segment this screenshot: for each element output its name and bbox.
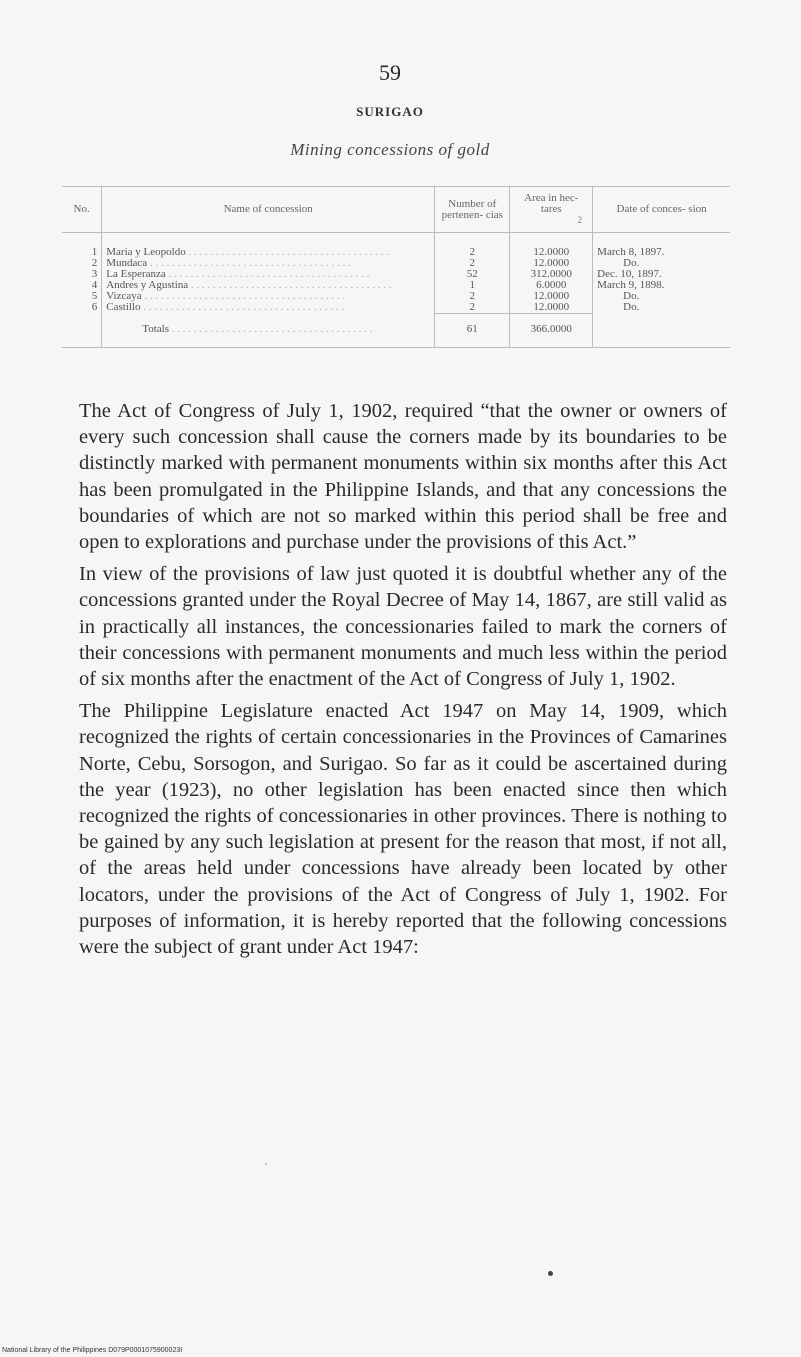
header-name: Name of concession xyxy=(102,187,435,233)
row-date: March 9, 1898. xyxy=(597,279,665,291)
row-no: 6 xyxy=(62,302,102,314)
row-name: Vizcaya . . . xyxy=(102,291,435,302)
row-no: 4 xyxy=(62,280,102,291)
table-row xyxy=(62,302,730,314)
totals-pertenencias: 61 xyxy=(435,314,510,348)
header-date: Date of conces- sion xyxy=(593,187,730,233)
row-pertenencias: 2 xyxy=(435,258,510,269)
header-area-unit: 2 xyxy=(577,215,583,225)
row-name: La Esperanza . . . xyxy=(102,269,435,280)
table-caption: Mining concessions of gold xyxy=(290,140,490,159)
paragraph-act-1947: The Philippine Legislature enacted Act 1947 on May 14, 1909, which recognized the rights of certain concessionaries in the Provinces of Camarines Norte, Cebu, Sorsogon, and Surigao. So far as it could be ascertained during the year (1923), no other legislation has been enacted since then which recognized the rights of concessionaries in other provinces. There is nothing to be gained by any such legislation at present for the reason that most, if not all, of the areas held under concessions have already been located by other locators, under the provisions of the Act of Congress of July 1, 1902. For purposes of information, it is hereby reported that the following concessions were the subject of grant under Act 1947: xyxy=(79,700,727,959)
concessions-table xyxy=(62,186,730,348)
row-pertenencias: 2 xyxy=(435,302,510,314)
row-area: 6.0000 xyxy=(510,280,593,291)
header-area xyxy=(510,187,593,233)
row-name: Mundaca . . . xyxy=(102,258,435,269)
row-area: 12.0000 xyxy=(510,233,593,259)
row-pertenencias: 2 xyxy=(435,233,510,259)
row-area: 12.0000 xyxy=(510,291,593,302)
row-no: 2 xyxy=(62,258,102,269)
header-area-label: Area in hec- tares xyxy=(524,192,579,215)
row-name: Maria y Leopoldo . . . xyxy=(102,233,435,259)
page-number: 59 xyxy=(379,60,401,85)
row-no: 1 xyxy=(62,233,102,259)
table-row xyxy=(62,233,730,259)
row-date: Do. xyxy=(623,290,640,302)
row-no: 5 xyxy=(62,291,102,302)
row-date: Dec. 10, 1897. xyxy=(597,268,662,280)
footer-attribution: National Library of the Philippines D079P0001075900023I xyxy=(2,1347,183,1354)
row-date: March 8, 1897. xyxy=(597,246,665,258)
row-date: Do. xyxy=(623,301,640,313)
row-no: 3 xyxy=(62,269,102,280)
table-header-row xyxy=(62,187,730,233)
paragraph-royal-decree: In view of the provisions of law just quoted it is doubtful whether any of the concessions granted under the Royal Decree of May 14, 1867, are still valid as in practically all instances, the concessionaries failed to mark the corners of their concessions with permanent monuments and much less within the period of six months after the enactment of the Act of Congress of July 1, 1902. xyxy=(79,563,727,691)
row-pertenencias: 52 xyxy=(435,269,510,280)
row-name: Castillo . . . xyxy=(102,302,435,314)
totals-row xyxy=(62,314,730,348)
header-no: No. xyxy=(62,187,102,233)
paragraph-act-of-congress: The Act of Congress of July 1, 1902, required “that the owner or owners of every such concession shall cause the corners made by its boundaries to be distinctly marked with permanent monuments within six months after this Act has been promulgated in the Philippine Islands, and that any concessions the boundaries of which are not so marked within this period shall be free and open to explorations and purchase under the provisions of this Act.” xyxy=(79,400,727,554)
totals-area: 366.0000 xyxy=(510,314,593,348)
totals-label: Totals . . . xyxy=(102,314,435,348)
row-pertenencias: 1 xyxy=(435,280,510,291)
row-area: 312.0000 xyxy=(510,269,593,280)
row-pertenencias: 2 xyxy=(435,291,510,302)
scan-speck xyxy=(548,1271,553,1276)
header-pertenencias: Number of pertenen- cias xyxy=(435,187,510,233)
row-area: 12.0000 xyxy=(510,258,593,269)
row-name: Andres y Agustina . . . xyxy=(102,280,435,291)
row-area: 12.0000 xyxy=(510,302,593,314)
totals-date xyxy=(593,314,730,348)
totals-no xyxy=(62,314,102,348)
scan-speck xyxy=(265,1163,267,1165)
body-text xyxy=(79,398,727,966)
section-title: SURIGAO xyxy=(356,104,424,119)
row-date: Do. xyxy=(623,257,640,269)
